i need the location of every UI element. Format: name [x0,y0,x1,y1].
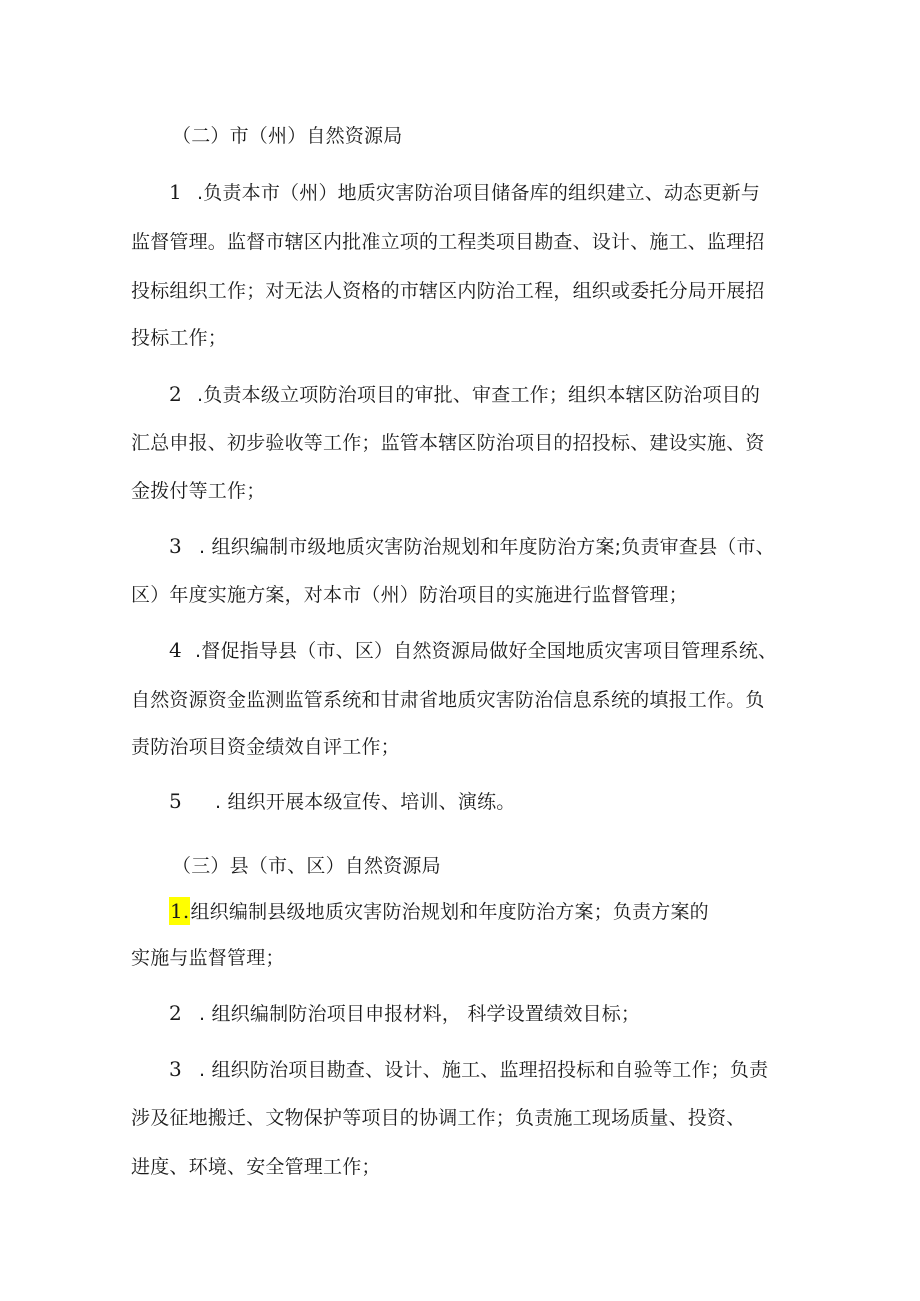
list-item-line: 责防治项目资金绩效自评工作； [131,736,400,758]
list-item-line: 投标组织工作；对无法人资格的市辖区内防治工程，组织或委托分局开展招 [131,280,765,302]
item-number: 5 [169,789,182,813]
list-item-line: 金拨付等工作； [131,480,266,502]
list-item-line: 自然资源资金监测监管系统和甘肃省地质灾害防治信息系统的填报工作。负 [131,689,765,711]
list-item-line [169,532,775,561]
list-item-line: 投标工作； [131,327,228,349]
list-item-line: 进度、环境、安全管理工作； [131,1156,381,1178]
list-item-line [169,1055,768,1084]
item-number: 1 [169,180,182,204]
item-text: .负责本级立项防治项目的审批、审查工作；组织本辖区防治项目的 [197,384,761,406]
list-item-line: 监督管理。监督市辖区内批准立项的工程类项目勘查、设计、施工、监理招 [131,231,765,253]
item-text: . 组织编制防治项目申报材料， 科学设置绩效目标； [199,1003,641,1025]
list-item-line: 汇总申报、初步验收等工作；监管本辖区防治项目的招投标、建设实施、资 [131,432,765,454]
list-item-line [169,897,709,926]
item-text: .负责本市（州）地质灾害防治项目储备库的组织建立、动态更新与 [197,182,761,204]
item-text: .督促指导县（市、区）自然资源局做好全国地质灾害项目管理系统、 [195,640,778,662]
list-item-line: 区）年度实施方案，对本市（州）防治项目的实施进行监督管理； [131,584,688,606]
list-item-line [169,787,515,816]
item-number: 4 [169,638,182,662]
list-item-line: 实施与监督管理； [131,947,285,969]
section-heading-3: （三）县（市、区）自然资源局 [172,855,441,877]
item-number: 3 [169,1057,182,1081]
list-item-line [169,999,640,1028]
item-number: 2 [169,382,182,406]
item-number-highlighted: 1. [170,899,190,923]
list-item-line: 涉及征地搬迁、文物保护等项目的协调工作；负责施工现场质量、投资、 [131,1107,746,1129]
section-heading-2: （二）市（州）自然资源局 [172,125,403,147]
item-text: . 组织防治项目勘查、设计、施工、监理招投标和自验等工作；负责 [199,1059,769,1081]
list-item-line [169,636,777,665]
list-item-line [169,178,760,207]
item-text: . 组织开展本级宣传、培训、演练。 [215,791,516,813]
item-number: 3 [169,534,182,558]
item-number: 2 [169,1001,182,1025]
list-item-line [169,380,760,409]
item-text: . 组织编制市级地质灾害防治规划和年度防治方案;负责审查县（市、 [199,536,775,558]
item-text: 组织编制县级地质灾害防治规划和年度防治方案；负责方案的 [190,901,709,923]
